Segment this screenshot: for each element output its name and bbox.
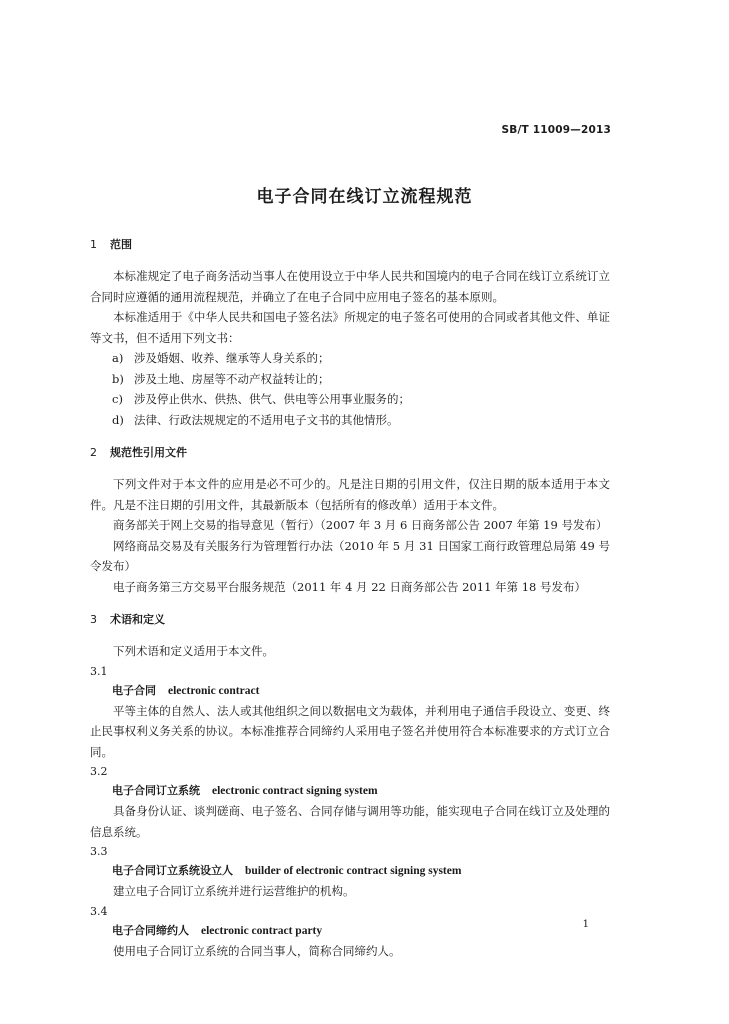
list-item-text: 法律、行政法规规定的不适用电子文书的其他情形。: [134, 412, 399, 427]
list-item: [90, 389, 610, 410]
section-number: 1: [90, 238, 97, 251]
reference-item: 网络商品交易及有关服务行为管理暂行办法（2010 年 5 月 31 日国家工商行政管理总局第 49 号令发布）: [90, 538, 610, 573]
clause-number: 3.2: [90, 765, 108, 778]
reference-item: 电子商务第三方交易平台服务规范（2011 年 4 月 22 日商务部公告 2011 年第 18 号发布）: [113, 579, 587, 594]
term-title: [90, 921, 610, 941]
paragraph: 本标准规定了电子商务活动当事人在使用设立于中华人民共和国境内的电子合同在线订立系统订立合同时应遵循的通用流程规范，并确立了在电子合同中应用电子签名的基本原则。: [90, 269, 610, 304]
document-code: SB/T 11009—2013: [501, 124, 611, 136]
list-item-text: 涉及停止供水、供热、供气、供电等公用事业服务的；: [134, 392, 410, 406]
list-item-tag: c): [112, 392, 123, 406]
clause-number: 3.3: [90, 845, 108, 858]
list-item-tag: b): [112, 371, 124, 386]
paragraph: 本标准适用于《中华人民共和国电子签名法》所规定的电子签名可使用的合同或者其他文件、单证等文书，但不适用下列文书：: [90, 310, 610, 345]
list-item-tag: a): [112, 351, 124, 365]
clause-number: 3.4: [90, 904, 108, 918]
section-number: 3: [90, 613, 97, 626]
section-heading-normative-references: [90, 444, 610, 460]
list-item-text: 涉及土地、房屋等不动产权益转让的；: [134, 371, 330, 386]
term-cn: 电子合同缔约人: [112, 923, 189, 937]
term-en: electronic contract: [168, 684, 260, 697]
page-number: 1: [582, 919, 589, 930]
term-cn: 电子合同订立系统: [112, 784, 200, 797]
term-en: builder of electronic contract signing system: [245, 865, 462, 877]
paragraph: 下列文件对于本文件的应用是必不可少的。凡是注日期的引用文件，仅注日期的版本适用于本文件。凡是不注日期的引用文件，其最新版本（包括所有的修改单）适用于本文件。: [90, 477, 610, 512]
term-title: [90, 781, 610, 801]
section-heading-scope: [90, 236, 610, 252]
section-title: 范围: [110, 238, 132, 251]
document-body: [90, 236, 610, 961]
section-number: 2: [90, 446, 97, 459]
term-en: electronic contract party: [201, 924, 323, 937]
list-item: [90, 348, 610, 369]
term-cn: 电子合同订立系统设立人: [112, 864, 233, 877]
reference-item: 商务部关于网上交易的指导意见（暂行）（2007 年 3 月 6 日商务部公告 2007 年第 19 号发布）: [113, 518, 608, 532]
document-title: 电子合同在线订立流程规范: [256, 187, 473, 207]
section-title: 术语和定义: [110, 613, 165, 626]
term-en: electronic contract signing system: [212, 785, 378, 797]
section-heading-terms: [90, 611, 610, 627]
list-item: [90, 369, 610, 390]
term-definition: 建立电子合同订立系统并进行运营维护的机构。: [113, 884, 355, 898]
list-item-text: 涉及婚姻、收养、继承等人身关系的；: [134, 351, 330, 365]
clause-number: 3.1: [90, 664, 108, 678]
term-definition: 具备身份认证、谈判磋商、电子签名、合同存储与调用等功能，能实现电子合同在线订立及处理的信息系统。: [90, 804, 610, 839]
term-cn: 电子合同: [112, 683, 156, 697]
list-item: [90, 410, 610, 431]
list-item-tag: d): [112, 412, 124, 427]
section-title: 规范性引用文件: [110, 446, 187, 459]
term-title: [90, 861, 610, 881]
term-title: [90, 681, 610, 701]
term-definition: 平等主体的自然人、法人或其他组织之间以数据电文为载体，并利用电子通信手段设立、变更、终止民事权利义务关系的协议。本标准推荐合同缔约人采用电子签名并使用符合本标准要求的方式订立合同。: [90, 703, 610, 759]
paragraph: 下列术语和定义适用于本文件。: [113, 644, 274, 658]
term-definition: 使用电子合同订立系统的合同当事人，简称合同缔约人。: [113, 943, 401, 958]
